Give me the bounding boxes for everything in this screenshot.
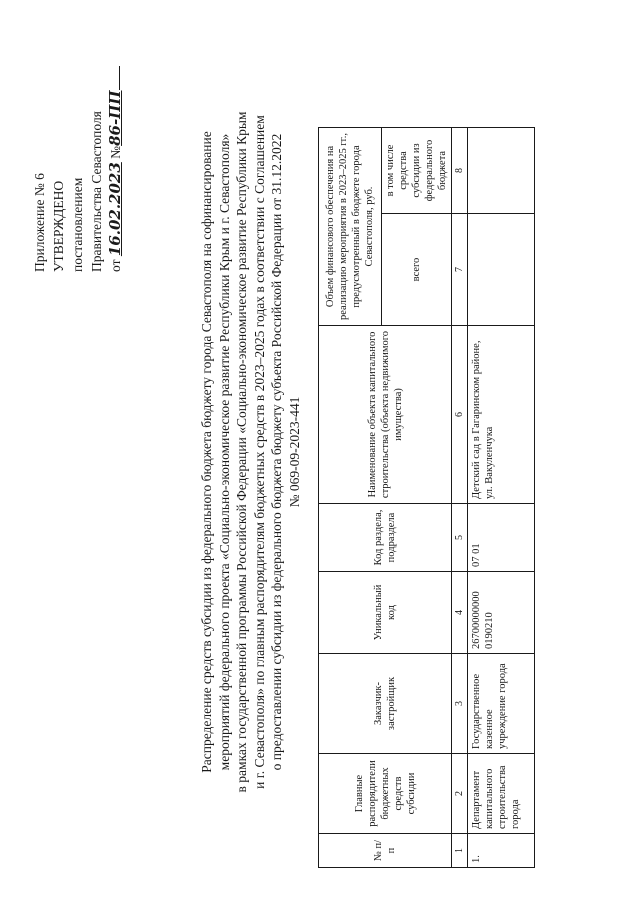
column-number: 5: [452, 504, 468, 572]
appendix-number: Приложение № 6: [32, 173, 47, 272]
title-line: в рамках государственной программы Российской Федерации «Социально-экономическое развитие Республики Крым: [234, 111, 249, 793]
header-unique-code: Уникальный код: [319, 572, 452, 654]
table-row: [468, 128, 535, 868]
header-total: всего: [382, 214, 452, 326]
header-federal-share: в том числе средства субсидии из федерального бюджета: [382, 128, 452, 214]
row-federal-share: [468, 128, 535, 214]
row-distributor: Департамент капитального строительства города: [468, 754, 535, 834]
row-customer: Государственное казенное учреждение города: [468, 654, 535, 754]
title-line: о предоставлении субсидии из федерального бюджета бюджету субъекта Российской Федерации от 31.12.2022: [269, 133, 284, 771]
column-number: 7: [452, 214, 468, 326]
handwritten-number: 86-ПП: [106, 90, 124, 146]
column-number: 3: [452, 654, 468, 754]
approval-date-line: [106, 32, 125, 272]
header-funding-group: Объем финансового обеспечения на реализацию мероприятия в 2023–2025 гг., предусмотренный в бюджете города Севастополя, руб.: [319, 128, 382, 326]
header-customer: Заказчик-застройщик: [319, 654, 452, 754]
header-object-name: Наименование объекта капитального строительства (объекта недвижимого имущества): [319, 326, 452, 504]
title-line: Распределение средств субсидии из федерального бюджета бюджету города Севастополя на софинансирование: [199, 131, 214, 773]
column-number: 6: [452, 326, 468, 504]
column-number: 8: [452, 128, 468, 214]
approved-label: УТВЕРЖДЕНО: [51, 180, 66, 272]
number-prefix: №: [108, 145, 123, 159]
handwritten-date: 16.02.2023: [106, 162, 124, 257]
distribution-table: [318, 127, 535, 868]
date-prefix: от: [108, 259, 123, 272]
row-total: [468, 214, 535, 326]
row-unique-code: 26700000000 0190210: [468, 572, 535, 654]
government-name: Правительства Севастополя: [89, 111, 104, 272]
row-object-name: Детский сад в Гагаринском районе, ул. Вакуленчука: [468, 326, 535, 504]
header-num: № п/п: [319, 834, 452, 868]
rotated-sheet: [30, 22, 610, 882]
header-distributors: Главные распорядители бюджетных средств субсидии: [319, 754, 452, 834]
title-line: мероприятий федерального проекта «Социально-экономическое развитие Республики Крым и г. Севастополя»: [216, 133, 232, 771]
column-number: 2: [452, 754, 468, 834]
row-num: 1.: [468, 834, 535, 868]
title-line: № 069-09-2023-441: [286, 396, 302, 508]
row-section-code: 07 01: [468, 504, 535, 572]
document-title: [198, 22, 303, 882]
resolution-label: постановлением: [70, 177, 85, 272]
underline-tail: [119, 66, 120, 90]
column-number: 1: [452, 834, 468, 868]
header-section-code: Код раздела, подраздела: [319, 504, 452, 572]
column-number: 4: [452, 572, 468, 654]
title-line: и г. Севастополя» по главным распорядителям бюджетных средств в 2023–2025 годах в соответствии с Соглашением: [251, 115, 267, 789]
approval-stamp: [30, 32, 125, 272]
